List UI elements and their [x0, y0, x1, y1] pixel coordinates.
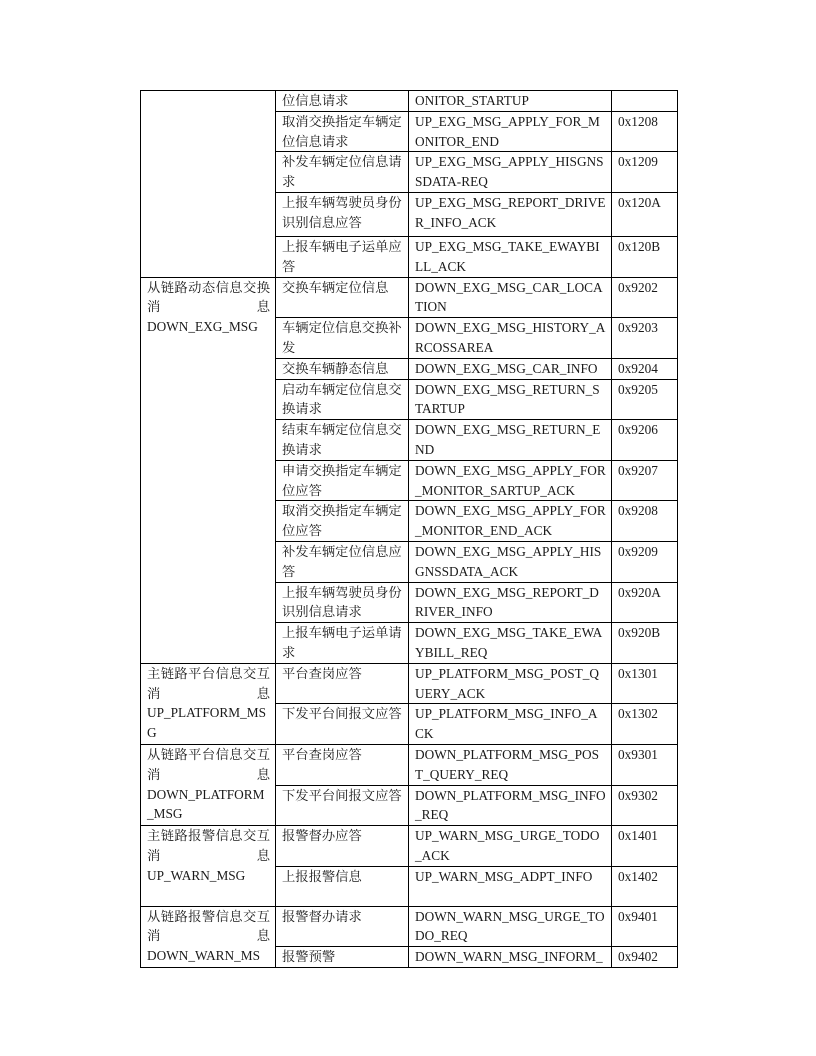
- message-code-cell: DOWN_EXG_MSG_REPORT_DRIVER_INFO: [409, 582, 612, 623]
- message-id-cell: 0x1302: [612, 704, 678, 745]
- message-id-cell: 0x9204: [612, 358, 678, 379]
- message-code-cell: DOWN_PLATFORM_MSG_INFO_REQ: [409, 785, 612, 826]
- table-row: [141, 91, 678, 112]
- message-description-cell: 平台查岗应答: [276, 744, 409, 785]
- message-id-cell: 0x9202: [612, 277, 678, 318]
- message-code-cell: DOWN_EXG_MSG_RETURN_STARTUP: [409, 379, 612, 420]
- message-id-cell: [612, 91, 678, 112]
- message-code-cell: DOWN_PLATFORM_MSG_POST_QUERY_REQ: [409, 744, 612, 785]
- message-id-cell: 0x1402: [612, 866, 678, 906]
- message-code-cell: DOWN_EXG_MSG_APPLY_HISGNSSDATA_ACK: [409, 541, 612, 582]
- message-code-cell: UP_EXG_MSG_TAKE_EWAYBILL_ACK: [409, 236, 612, 277]
- message-type-table: [140, 90, 678, 968]
- message-description-cell: 补发车辆定位信息请求: [276, 152, 409, 193]
- message-id-cell: 0x1209: [612, 152, 678, 193]
- message-id-cell: 0x9208: [612, 501, 678, 542]
- message-code-cell: DOWN_WARN_MSG_URGE_TODO_REQ: [409, 906, 612, 947]
- message-code-cell: DOWN_EXG_MSG_CAR_LOCATION: [409, 277, 612, 318]
- message-code-cell: DOWN_WARN_MSG_INFORM_: [409, 947, 612, 968]
- message-id-cell: 0x1301: [612, 663, 678, 704]
- table-row: [141, 663, 678, 704]
- message-code-cell: DOWN_EXG_MSG_HISTORY_ARCOSSAREA: [409, 318, 612, 359]
- message-group-cell: 主链路平台信息交互消息UP_PLATFORM_MSG: [141, 663, 276, 744]
- message-code-cell: UP_PLATFORM_MSG_INFO_ACK: [409, 704, 612, 745]
- message-description-cell: 位信息请求: [276, 91, 409, 112]
- message-code-cell: UP_PLATFORM_MSG_POST_QUERY_ACK: [409, 663, 612, 704]
- message-description-cell: 上报车辆电子运单请求: [276, 623, 409, 664]
- message-description-cell: 下发平台间报文应答: [276, 785, 409, 826]
- message-id-cell: 0x9205: [612, 379, 678, 420]
- message-id-cell: 0x120A: [612, 192, 678, 236]
- message-code-cell: UP_EXG_MSG_APPLY_FOR_MONITOR_END: [409, 111, 612, 152]
- table-body: [141, 91, 678, 968]
- message-group-cell: 从链路动态信息交换消息DOWN_EXG_MSG: [141, 277, 276, 663]
- message-description-cell: 交换车辆定位信息: [276, 277, 409, 318]
- message-description-cell: 申请交换指定车辆定位应答: [276, 460, 409, 501]
- message-code-cell: DOWN_EXG_MSG_APPLY_FOR_MONITOR_END_ACK: [409, 501, 612, 542]
- message-group-cell: [141, 91, 276, 278]
- message-code-cell: DOWN_EXG_MSG_RETURN_END: [409, 420, 612, 461]
- table-row: [141, 277, 678, 318]
- message-id-cell: 0x920A: [612, 582, 678, 623]
- message-description-cell: 上报车辆驾驶员身份识别信息应答: [276, 192, 409, 236]
- message-code-cell: DOWN_EXG_MSG_TAKE_EWAYBILL_REQ: [409, 623, 612, 664]
- message-id-cell: 0x9301: [612, 744, 678, 785]
- message-description-cell: 下发平台间报文应答: [276, 704, 409, 745]
- message-code-cell: UP_EXG_MSG_REPORT_DRIVER_INFO_ACK: [409, 192, 612, 236]
- message-id-cell: 0x120B: [612, 236, 678, 277]
- message-description-cell: 上报报警信息: [276, 866, 409, 906]
- message-code-cell: UP_WARN_MSG_ADPT_INFO: [409, 866, 612, 906]
- message-description-cell: 报警督办请求: [276, 906, 409, 947]
- message-group-cell: 从链路平台信息交互消息DOWN_PLATFORM_MSG: [141, 744, 276, 825]
- message-description-cell: 上报车辆电子运单应答: [276, 236, 409, 277]
- table-row: [141, 906, 678, 947]
- message-description-cell: 取消交换指定车辆定位信息请求: [276, 111, 409, 152]
- message-id-cell: 0x9401: [612, 906, 678, 947]
- message-description-cell: 平台查岗应答: [276, 663, 409, 704]
- table-row: [141, 744, 678, 785]
- table-row: [141, 826, 678, 867]
- message-id-cell: 0x9206: [612, 420, 678, 461]
- message-description-cell: 取消交换指定车辆定位应答: [276, 501, 409, 542]
- message-description-cell: 报警预警: [276, 947, 409, 968]
- message-description-cell: 补发车辆定位信息应答: [276, 541, 409, 582]
- message-description-cell: 启动车辆定位信息交换请求: [276, 379, 409, 420]
- message-code-cell: UP_EXG_MSG_APPLY_HISGNSSDATA-REQ: [409, 152, 612, 193]
- message-description-cell: 上报车辆驾驶员身份识别信息请求: [276, 582, 409, 623]
- message-id-cell: 0x920B: [612, 623, 678, 664]
- message-id-cell: 0x1208: [612, 111, 678, 152]
- message-id-cell: 0x9203: [612, 318, 678, 359]
- message-code-cell: DOWN_EXG_MSG_CAR_INFO: [409, 358, 612, 379]
- message-id-cell: 0x9207: [612, 460, 678, 501]
- message-code-cell: ONITOR_STARTUP: [409, 91, 612, 112]
- message-description-cell: 车辆定位信息交换补发: [276, 318, 409, 359]
- message-id-cell: 0x9302: [612, 785, 678, 826]
- message-code-cell: UP_WARN_MSG_URGE_TODO_ACK: [409, 826, 612, 867]
- message-code-cell: DOWN_EXG_MSG_APPLY_FOR_MONITOR_SARTUP_ACK: [409, 460, 612, 501]
- message-group-cell: 主链路报警信息交互消息UP_WARN_MSG: [141, 826, 276, 907]
- message-id-cell: 0x9402: [612, 947, 678, 968]
- message-group-cell: 从链路报警信息交互消息DOWN_WARN_MS: [141, 906, 276, 967]
- message-id-cell: 0x1401: [612, 826, 678, 867]
- message-description-cell: 报警督办应答: [276, 826, 409, 867]
- message-description-cell: 交换车辆静态信息: [276, 358, 409, 379]
- message-id-cell: 0x9209: [612, 541, 678, 582]
- message-description-cell: 结束车辆定位信息交换请求: [276, 420, 409, 461]
